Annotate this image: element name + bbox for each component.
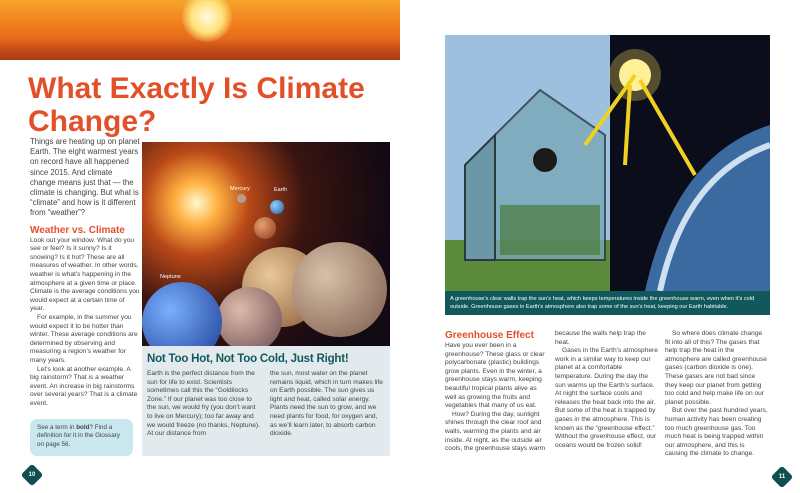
- paragraph: because the walls help trap the heat.: [555, 330, 646, 346]
- goldilocks-sidebar: [142, 346, 390, 456]
- paragraph: How? During the day, sunlight shines through the clear roof and walls, warming the plants and air inside. At night, as the outside air cools, the greenhouse stays warm: [445, 410, 546, 453]
- paragraph: Let’s look at another example. A big rainstorm? That is a weather event. An increase in big rainstorms over several years? That is a climate event.: [30, 365, 138, 407]
- paragraph: For example, in the summer you would expect it to be hotter than winter. These average conditions are determined by observing and measuring a region’s weather for many years.: [30, 313, 138, 364]
- right-col-1: [445, 330, 549, 454]
- paragraph: Look out your window. What do you see or feel? Is it sunny? Is it snowing? Is it hot? These are all measures of weather. In other words, weather is what’s happening in the atmosphere at a given time or place. Climate is the average conditions you would expect at a certain time of year.: [30, 236, 140, 313]
- image-caption: A greenhouse’s clear walls trap the sun’s heat, which keeps temperatures inside the greenhouse warm, even when it’s cold outside. Greenhouse gases in Earth’s atmosphere also trap some of the sun’s heat, keeping our Earth habitable.: [445, 291, 770, 315]
- intro-text: Things are heating up on planet Earth. The eight warmest years on record have all happened since 2015. And climate change means just that — the climate is changing. But what is “climate” and how is it different from “weather”?: [30, 137, 140, 218]
- solar-system-illustration: [142, 142, 390, 346]
- glossary-text: See a term in: [37, 424, 77, 431]
- page-number-text: 11: [778, 474, 786, 480]
- right-col-2: [555, 330, 659, 450]
- paragraph: Gases in the Earth’s atmosphere work in a similar way to keep our planet at a comfortable temperature. During the day the sun warms up the Earth’s surface. At night the surface cools and releases the heat back into the air. But some of the heat is trapped by gases in the atmosphere. This is known as the “greenhouse effect.” Without the greenhouse effect, our oceans would be frozen solid!: [555, 347, 658, 449]
- section-heading: Weather vs. Climate: [30, 224, 125, 236]
- page-number-text: 10: [28, 472, 36, 478]
- sidebar-col-1: Earth is the perfect distance from the sun for life to exist. Scientists sometimes call this the “Goldilocks Zone.” If our planet was too close to the sun, we would fry (you don’t want to live on Mercury); too far away and we would freeze (no thanks, Neptune). At our distance from: [147, 370, 260, 438]
- mercury-label: Mercury: [230, 186, 250, 192]
- paragraph: Have you ever been in a greenhouse? These glass or clear polycarbonate (plastic) buildings grow plants. Even in the winter, a greenhouse stays warm, keeping beautiful tropical plants alive as well as growing the fruits and vegetables that many of us eat.: [445, 342, 545, 410]
- sunset-photo: [0, 0, 400, 60]
- page-number-right: [771, 466, 794, 489]
- left-text-column: [30, 137, 140, 409]
- glossary-tip: [30, 419, 133, 456]
- section-heading: Greenhouse Effect: [445, 330, 534, 341]
- paragraph: But over the past hundred years, human activity has been creating too much greenhouse gas. Too much heat is being trapped within our atmosphere, and this is causing the climate to change.: [665, 407, 768, 458]
- right-col-3: [665, 330, 769, 459]
- paragraph: So where does climate change fit into all of this? The gases that help trap the heat in the atmosphere are called greenhouse gases (carbon dioxide is one). These gases are not bad since they keep our planet from getting too cold and help make life on our planet possible.: [665, 330, 767, 406]
- earth-label: Earth: [274, 187, 288, 193]
- glossary-text: ? Find a definition for it in the Glossary on page 56.: [37, 424, 120, 448]
- glossary-bold: bold: [76, 424, 90, 431]
- page-number-left: [21, 464, 44, 487]
- sidebar-heading: Not Too Hot, Not Too Cold, Just Right!: [147, 353, 349, 365]
- sidebar-col-2: the sun, most water on the planet remains liquid, which in turn makes life on Earth possible. The sun gives us light and heat, called solar energy. Plants need the sun to grow, and we need plants for food, for oxygen and, as we’ll learn later, to absorb carbon dioxide.: [270, 370, 383, 438]
- page-title: What Exactly Is Climate Change?: [28, 72, 365, 138]
- neptune-label: Neptune: [160, 274, 181, 280]
- greenhouse-illustration: [445, 35, 770, 291]
